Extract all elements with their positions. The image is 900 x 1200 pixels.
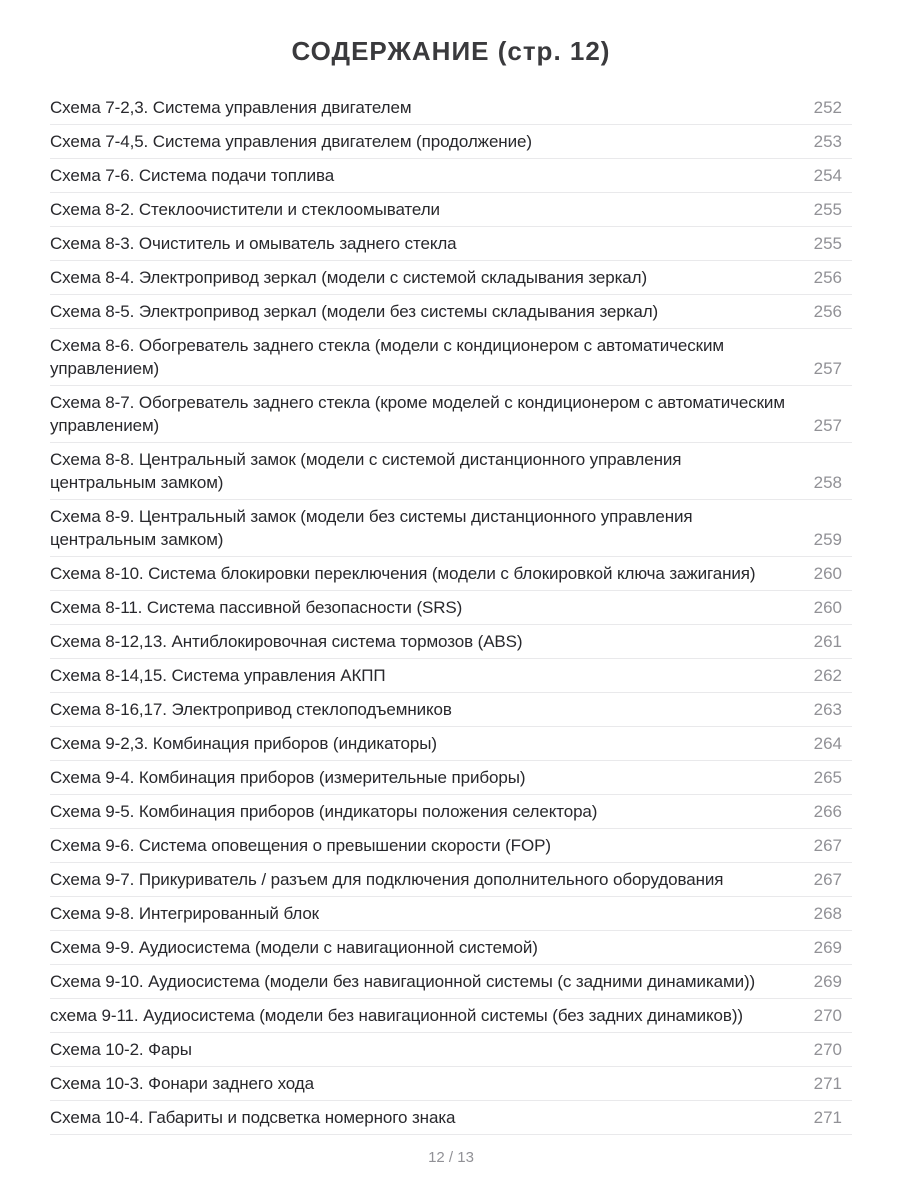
- toc-entry-page-number: 254: [813, 166, 842, 185]
- toc-row[interactable]: [50, 125, 852, 159]
- toc-entry-page-number: 260: [813, 598, 842, 617]
- toc-row[interactable]: [50, 1101, 852, 1135]
- toc-row[interactable]: [50, 1067, 852, 1101]
- toc-row[interactable]: [50, 591, 852, 625]
- toc-row[interactable]: [50, 965, 852, 999]
- toc-row[interactable]: [50, 931, 852, 965]
- toc-entry-label: Схема 8-14,15. Система управления АКПП: [50, 666, 386, 685]
- toc-entry-label: Схема 9-6. Система оповещения о превышении скорости (FOP): [50, 836, 551, 855]
- toc-entry-page-number: 252: [813, 98, 842, 117]
- toc-row[interactable]: [50, 386, 852, 443]
- toc-entry-label: Схема 8-3. Очиститель и омыватель заднего стекла: [50, 234, 457, 253]
- toc-entry-page-number: 270: [813, 1006, 842, 1025]
- toc-entry-label: Схема 9-8. Интегрированный блок: [50, 904, 320, 923]
- toc-entry-label: Схема 8-10. Система блокировки переключения (модели с блокировкой ключа зажигания): [50, 564, 756, 583]
- toc-entry-label: Схема 9-5. Комбинация приборов (индикаторы положения селектора): [50, 802, 598, 821]
- toc-entry-label: Схема 8-16,17. Электропривод стеклоподъемников: [50, 700, 452, 719]
- toc-entry-page-number: 260: [813, 564, 842, 583]
- toc-row[interactable]: [50, 761, 852, 795]
- toc-entry-page-number: 255: [813, 234, 842, 253]
- toc-entry-label: Схема 10-3. Фонари заднего хода: [50, 1074, 314, 1093]
- toc-entry-page-number: 258: [813, 473, 842, 492]
- toc-row[interactable]: [50, 261, 852, 295]
- toc-row[interactable]: [50, 500, 852, 557]
- toc-entry-page-number: 257: [813, 416, 842, 435]
- toc-entry-page-number: 265: [813, 768, 842, 787]
- toc-entry-page-number: 255: [813, 200, 842, 219]
- toc-entry-label: Схема 8-11. Система пассивной безопасности (SRS): [50, 598, 463, 617]
- toc-entry-label: Схема 8-8. Центральный замок (модели с системой дистанционного управления центральным замком): [50, 450, 682, 492]
- page-title: СОДЕРЖАНИЕ (стр. 12): [291, 36, 611, 66]
- toc-row[interactable]: [50, 329, 852, 386]
- toc-entry-label: Схема 8-2. Стеклоочистители и стеклоомыватели: [50, 200, 440, 219]
- toc-list: [50, 91, 852, 1135]
- toc-row[interactable]: [50, 897, 852, 931]
- toc-entry-label: Схема 7-2,3. Система управления двигателем: [50, 98, 412, 117]
- toc-entry-label: Схема 9-9. Аудиосистема (модели с навигационной системой): [50, 938, 538, 957]
- toc-row[interactable]: [50, 829, 852, 863]
- toc-entry-page-number: 271: [813, 1074, 842, 1093]
- toc-row[interactable]: [50, 227, 852, 261]
- toc-row[interactable]: [50, 625, 852, 659]
- toc-entry-label: Схема 8-7. Обогреватель заднего стекла (кроме моделей с кондиционером с автоматическим управлением): [50, 393, 785, 435]
- toc-row[interactable]: [50, 295, 852, 329]
- toc-entry-page-number: 264: [813, 734, 842, 753]
- toc-entry-label: Схема 8-12,13. Антиблокировочная система тормозов (ABS): [50, 632, 523, 651]
- toc-row[interactable]: [50, 659, 852, 693]
- toc-entry-page-number: 269: [813, 972, 842, 991]
- toc-entry-page-number: 262: [813, 666, 842, 685]
- toc-entry-page-number: 256: [813, 268, 842, 287]
- toc-entry-page-number: 269: [813, 938, 842, 957]
- toc-row[interactable]: [50, 999, 852, 1033]
- toc-entry-page-number: 257: [813, 359, 842, 378]
- toc-entry-page-number: 253: [813, 132, 842, 151]
- toc-row[interactable]: [50, 159, 852, 193]
- toc-row[interactable]: [50, 1033, 852, 1067]
- toc-entry-label: схема 9-11. Аудиосистема (модели без навигационной системы (без задних динамиков)): [50, 1006, 743, 1025]
- toc-entry-page-number: 271: [813, 1108, 842, 1127]
- toc-entry-label: Схема 10-4. Габариты и подсветка номерного знака: [50, 1108, 456, 1127]
- toc-row[interactable]: [50, 727, 852, 761]
- toc-entry-page-number: 259: [813, 530, 842, 549]
- toc-entry-page-number: 263: [813, 700, 842, 719]
- toc-row[interactable]: [50, 863, 852, 897]
- toc-entry-label: Схема 8-5. Электропривод зеркал (модели без системы складывания зеркал): [50, 302, 659, 321]
- toc-entry-label: Схема 8-9. Центральный замок (модели без системы дистанционного управления центральным замком): [50, 507, 693, 549]
- toc-entry-page-number: 267: [813, 870, 842, 889]
- toc-entry-label: Схема 8-6. Обогреватель заднего стекла (модели с кондиционером с автоматическим управлением): [50, 336, 724, 378]
- toc-entry-page-number: 261: [813, 632, 842, 651]
- toc-entry-label: Схема 7-4,5. Система управления двигателем (продолжение): [50, 132, 532, 151]
- toc-entry-label: Схема 9-4. Комбинация приборов (измерительные приборы): [50, 768, 526, 787]
- toc-entry-label: Схема 8-4. Электропривод зеркал (модели с системой складывания зеркал): [50, 268, 648, 287]
- toc-entry-label: Схема 9-2,3. Комбинация приборов (индикаторы): [50, 734, 437, 753]
- toc-entry-label: Схема 9-10. Аудиосистема (модели без навигационной системы (с задними динамиками)): [50, 972, 756, 991]
- toc-entry-label: Схема 7-6. Система подачи топлива: [50, 166, 335, 185]
- toc-row[interactable]: [50, 693, 852, 727]
- toc-entry-page-number: 270: [813, 1040, 842, 1059]
- toc-entry-page-number: 268: [813, 904, 842, 923]
- toc-row[interactable]: [50, 91, 852, 125]
- toc-entry-page-number: 266: [813, 802, 842, 821]
- toc-row[interactable]: [50, 443, 852, 500]
- pagination-indicator: 12 / 13: [428, 1149, 474, 1166]
- toc-row[interactable]: [50, 795, 852, 829]
- toc-row[interactable]: [50, 193, 852, 227]
- toc-entry-label: Схема 10-2. Фары: [50, 1040, 192, 1059]
- toc-entry-page-number: 256: [813, 302, 842, 321]
- toc-entry-page-number: 267: [813, 836, 842, 855]
- toc-entry-label: Схема 9-7. Прикуриватель / разъем для подключения дополнительного оборудования: [50, 870, 724, 889]
- toc-row[interactable]: [50, 557, 852, 591]
